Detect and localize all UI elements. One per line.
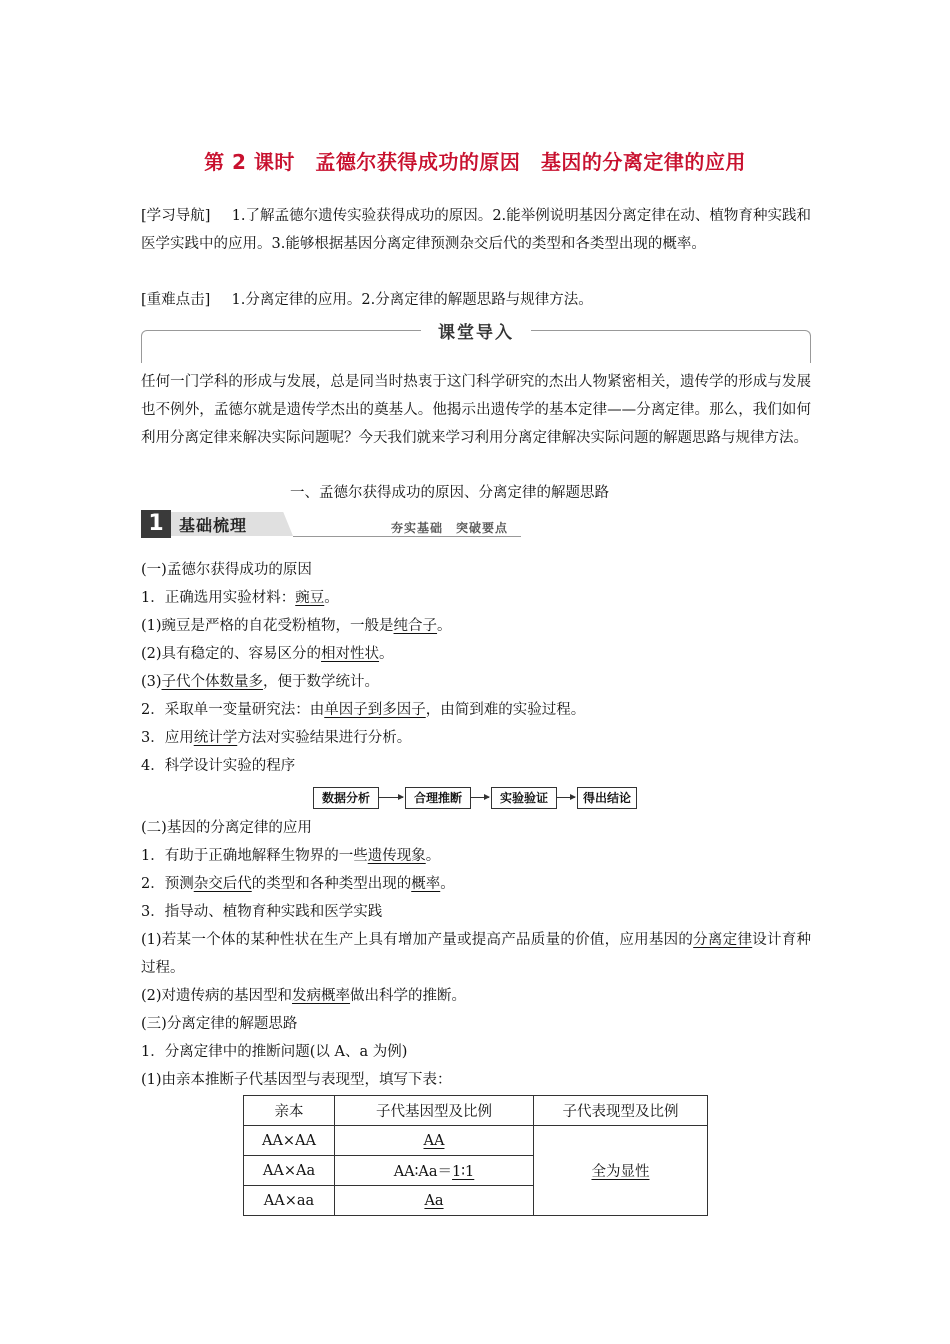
section-subtitle: 夯实基础 突破要点 — [391, 521, 509, 535]
answer-blank: 子代个体数量多 — [161, 674, 264, 690]
phenotype-cell — [534, 1126, 708, 1216]
flow-step-2: 合理推断 — [405, 787, 471, 809]
text: 的类型和各种类型出现的 — [251, 876, 412, 892]
learning-guide — [141, 202, 811, 258]
flow-arrow — [557, 797, 575, 798]
s2-heading: (二)基因的分离定律的应用 — [141, 820, 312, 836]
guide-label: [学习导航] — [141, 208, 211, 224]
s1-line-2 — [141, 616, 452, 636]
answer-blank: 统计学 — [193, 730, 238, 746]
focus-label: [重难点击] — [141, 292, 211, 308]
text: ，便于数学统计。 — [263, 674, 380, 690]
answer-blank: 发病概率 — [292, 988, 351, 1004]
text: 2．预测 — [141, 876, 194, 892]
answer-blank: 分离定律 — [693, 932, 753, 948]
text: 做出科学的推断。 — [350, 988, 467, 1004]
answer-blank: 纯合子 — [393, 618, 438, 634]
intro-paragraph: 任何一门学科的形成与发展，总是同当时热衷于这门科学研究的杰出人物紧密相关，遗传学的形成与发展也不例外，孟德尔就是遗传学杰出的奠基人。他揭示出遗传学的基本定律——分离定律。那么，我们如何利用分离定律来解决实际问题呢？今天我们就来学习利用分离定律解决实际问题的解题思路与规律方法。 — [141, 374, 811, 446]
text: ，由简到难的实验过程。 — [425, 702, 586, 718]
lesson-title: 第 2 课时 孟德尔获得成功的原因 基因的分离定律的应用 — [204, 150, 746, 174]
s1-heading: (一)孟德尔获得成功的原因 — [141, 562, 312, 578]
text: AA∶Aa＝ — [393, 1164, 453, 1180]
s1-line-6 — [141, 728, 411, 748]
s3-heading: (三)分离定律的解题思路 — [141, 1016, 298, 1032]
text: (1)若某一个体的某种性状在生产上具有增加产量或提高产品质量的价值，应用基因的 — [141, 932, 694, 948]
intro-banner — [141, 323, 811, 364]
s2-line-5 — [141, 986, 466, 1006]
answer-blank: 全为显性 — [591, 1164, 650, 1180]
text: (1)豌豆是严格的自花受粉植物，一般是 — [141, 618, 394, 634]
answer-blank: 单因子到多因子 — [324, 702, 426, 718]
text: 。 — [379, 646, 394, 662]
table-row — [244, 1126, 708, 1156]
text: 3．应用 — [141, 730, 194, 746]
genotype-cell — [335, 1186, 534, 1216]
s1-line-5 — [141, 700, 585, 720]
section-header — [141, 510, 521, 538]
text: 1．正确选用实验材料： — [141, 590, 296, 606]
text: (2)具有稳定的、容易区分的 — [141, 646, 322, 662]
guide-text: 1.了解孟德尔遗传实验获得成功的原因。2.能举例说明基因分离定律在动、植物育种实践和医学实践中的应用。3.能够根据基因分离定律预测杂交后代的类型和各类型出现的概率。 — [141, 208, 812, 252]
banner-label: 课堂导入 — [421, 318, 531, 343]
s3-line-2: (1)由亲本推断子代基因型与表现型，填写下表： — [141, 1072, 452, 1088]
answer-blank: 杂交后代 — [193, 876, 252, 892]
text: (2)对遗传病的基因型和 — [141, 988, 293, 1004]
text: 。 — [324, 590, 339, 606]
answer-blank: AA — [423, 1132, 445, 1149]
section-number: 1 — [141, 510, 171, 538]
s3-line-1: 1．分离定律中的推断问题(以 A、a 为例) — [141, 1044, 408, 1060]
text: 1．有助于正确地解释生物界的一些 — [141, 848, 368, 864]
flow-arrow — [471, 797, 489, 798]
s1-line-1 — [141, 588, 339, 608]
s1-line-3 — [141, 644, 394, 664]
table-header-row — [244, 1096, 708, 1126]
experiment-flowchart — [313, 787, 643, 809]
section-title: 基础梳理 — [179, 516, 248, 535]
focus-text: 1.分离定律的应用。2.分离定律的解题思路与规律方法。 — [231, 292, 593, 308]
text: 。 — [440, 876, 455, 892]
flow-step-3: 实验验证 — [491, 787, 557, 809]
text: 方法对实验结果进行分析。 — [237, 730, 412, 746]
text: (3) — [141, 674, 162, 690]
header-genotype: 子代基因型及比例 — [335, 1096, 534, 1126]
answer-blank: 1∶1 — [452, 1164, 475, 1180]
section-rule — [293, 536, 521, 537]
genotype-cell — [335, 1126, 534, 1156]
answer-blank: 相对性状 — [321, 646, 380, 662]
parent-cell: AA×Aa — [244, 1156, 335, 1186]
header-parent: 亲本 — [244, 1096, 335, 1126]
text: 设计育种过程。 — [141, 932, 811, 976]
s1-line-4 — [141, 672, 379, 692]
parent-cell: AA×aa — [244, 1186, 335, 1216]
answer-blank: Aa — [424, 1192, 444, 1209]
s2-line-2 — [141, 874, 455, 894]
text: 。 — [425, 848, 441, 864]
flow-arrow — [379, 797, 403, 798]
text: 2．采取单一变量研究法：由 — [141, 702, 325, 718]
header-phenotype: 子代表现型及比例 — [534, 1096, 708, 1126]
part-heading: 一、孟德尔获得成功的原因、分离定律的解题思路 — [290, 485, 609, 501]
key-points — [141, 286, 811, 314]
s1-line-7: 4．科学设计实验的程序 — [141, 758, 296, 774]
answer-blank: 概率 — [411, 876, 441, 892]
genotype-cell — [335, 1156, 534, 1186]
s2-line-3: 3．指导动、植物育种实践和医学实践 — [141, 904, 383, 920]
genotype-table — [243, 1095, 708, 1216]
s2-line-4 — [141, 926, 811, 982]
flow-step-1: 数据分析 — [313, 787, 379, 809]
s2-line-1 — [141, 846, 440, 866]
text: 。 — [437, 618, 452, 634]
answer-blank: 遗传现象 — [367, 848, 426, 864]
flow-step-4: 得出结论 — [577, 787, 637, 809]
parent-cell: AA×AA — [244, 1126, 335, 1156]
answer-blank: 豌豆 — [295, 590, 325, 606]
